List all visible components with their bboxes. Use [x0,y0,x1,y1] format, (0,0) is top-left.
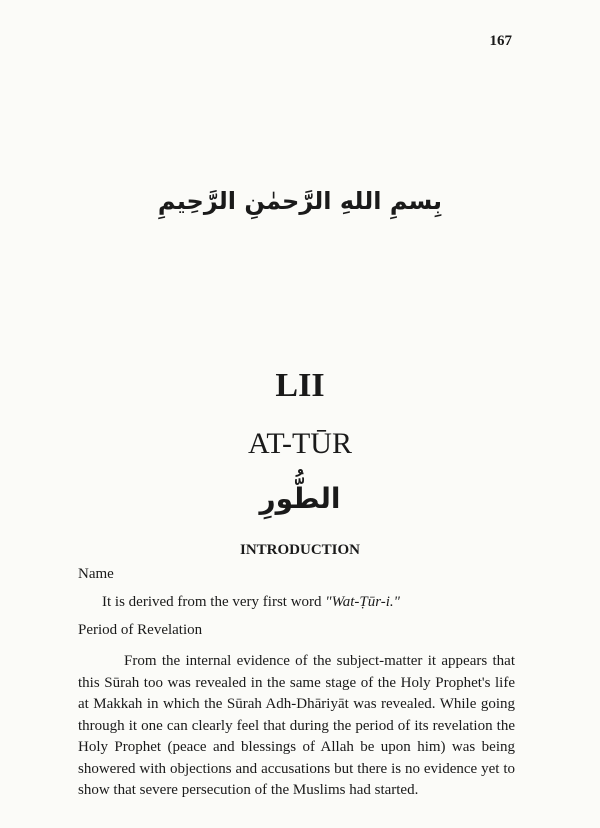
name-text-prefix: It is derived from the very first word [102,594,326,610]
basmala: بِسمِ اللهِ الرَّحمٰنِ الرَّحِيمِ [157,187,443,215]
surah-number: LII [275,367,325,404]
name-quoted-word: "Wat-Ṭūr-i." [325,594,400,610]
period-paragraph: From the internal evidence of the subject-matter it appears that this Sūrah too was revealed in the same stage of the Holy Prophet's life at Makkah in which the Sūrah Adh-Dhāriyāt was revealed. While going through it one can clearly feel that during the period of its revelation the Holy Prophet (peace and blessings of Allah be upon him) was being showered with objections and accusations but there is no evidence yet to show that severe persecution of the Muslims had started. [78,653,515,798]
period-heading: Period of Revelation [78,622,203,638]
surah-arabic-title: الطُّورِ [259,482,341,515]
introduction-heading: INTRODUCTION [239,542,360,558]
name-paragraph [102,594,400,611]
page-number: 167 [489,33,512,49]
surah-title: AT-TŪR [248,427,352,460]
name-heading: Name [78,566,114,582]
